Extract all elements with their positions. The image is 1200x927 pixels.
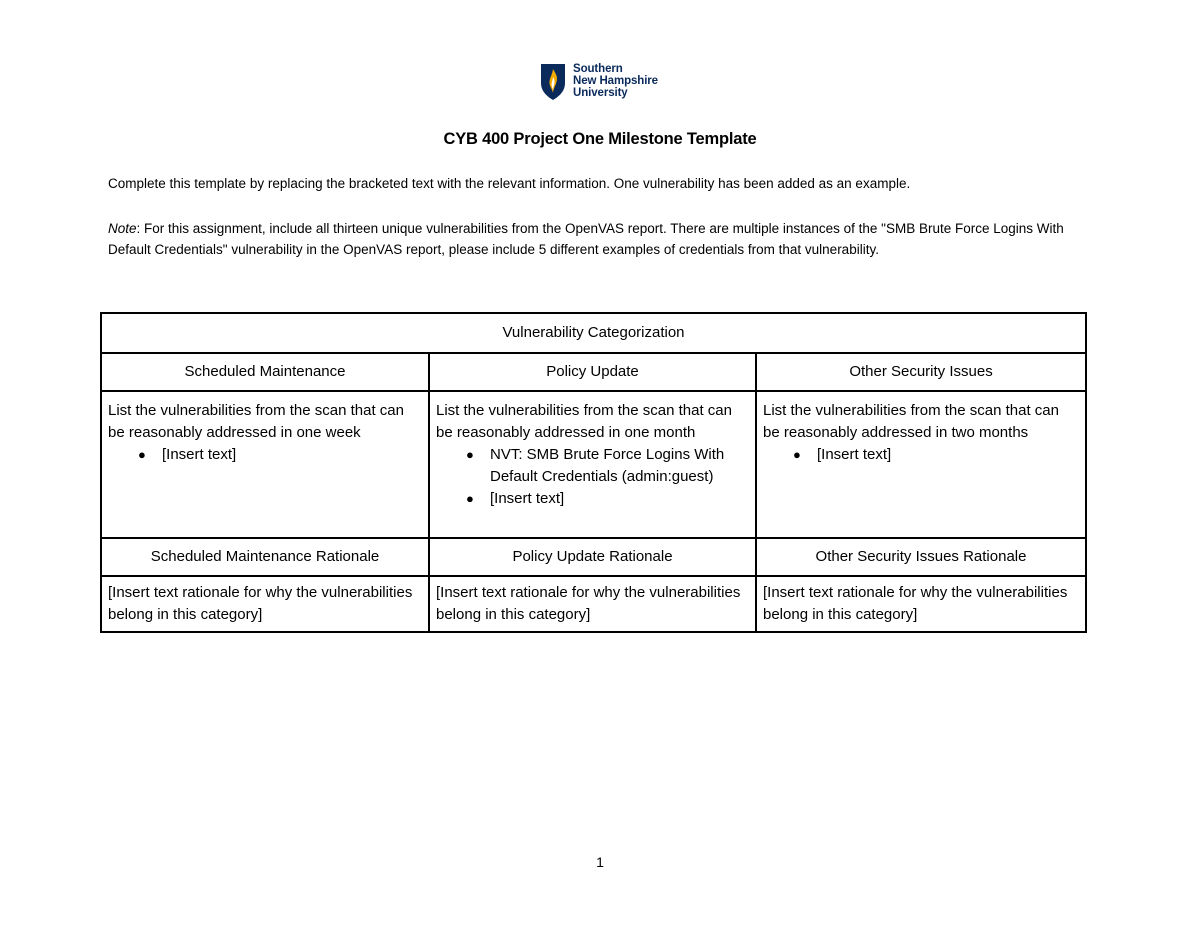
bullet-list	[763, 444, 1079, 466]
bullet-list	[436, 444, 749, 510]
note-text: : For this assignment, include all thirteen unique vulnerabilities from the OpenVAS report. There are multiple instances of the "SMB Brute Force Logins With Default Credentials" vulnerability in the OpenVAS report, please include 5 different examples of credentials from that vulnerability.	[108, 221, 1064, 257]
vulnerability-categorization-table	[100, 312, 1087, 633]
document-title: CYB 400 Project One Milestone Template	[443, 130, 757, 148]
header-other-security-issues-rationale: Other Security Issues Rationale	[756, 538, 1086, 576]
cell-policy-update	[429, 391, 756, 538]
intro-paragraph: Complete this template by replacing the bracketed text with the relevant information. One vulnerability has been added as an example.	[108, 176, 911, 191]
header-scheduled-maintenance: Scheduled Maintenance	[101, 353, 429, 391]
cell-other-security-issues-rationale: [Insert text rationale for why the vulnerabilities belong in this category]	[756, 576, 1086, 632]
table-title-row	[101, 313, 1086, 353]
note-paragraph	[108, 218, 1068, 260]
cell-other-security-issues	[756, 391, 1086, 538]
list-item: ● NVT: SMB Brute Force Logins With Default Credentials (admin:guest)	[490, 444, 749, 488]
list-item: ● [Insert text]	[162, 444, 422, 466]
category-body-row	[101, 391, 1086, 538]
page-number: 1	[596, 854, 604, 870]
logo-line-3: University	[573, 87, 628, 99]
snhu-wordmark	[573, 63, 658, 99]
bullet-list	[108, 444, 422, 466]
snhu-shield-icon	[540, 63, 566, 101]
cell-intro-text: List the vulnerabilities from the scan that can be reasonably addressed in one week	[108, 402, 404, 441]
snhu-logo	[540, 63, 680, 105]
table-title-cell: Vulnerability Categorization	[101, 313, 1086, 353]
rationale-header-row	[101, 538, 1086, 576]
header-policy-update-rationale: Policy Update Rationale	[429, 538, 756, 576]
cell-policy-update-rationale: [Insert text rationale for why the vulnerabilities belong in this category]	[429, 576, 756, 632]
header-scheduled-maintenance-rationale: Scheduled Maintenance Rationale	[101, 538, 429, 576]
rationale-body-row	[101, 576, 1086, 632]
logo-line-2: New Hampshire	[573, 75, 658, 87]
cell-intro-text: List the vulnerabilities from the scan that can be reasonably addressed in two months	[763, 402, 1059, 441]
logo-line-1: Southern	[573, 63, 623, 75]
cell-scheduled-maintenance	[101, 391, 429, 538]
list-item: ● [Insert text]	[817, 444, 1079, 466]
note-label: Note	[108, 221, 137, 236]
header-policy-update: Policy Update	[429, 353, 756, 391]
cell-intro-text: List the vulnerabilities from the scan that can be reasonably addressed in one month	[436, 402, 732, 441]
category-header-row	[101, 353, 1086, 391]
header-other-security-issues: Other Security Issues	[756, 353, 1086, 391]
list-item: ● [Insert text]	[490, 488, 749, 510]
cell-scheduled-maintenance-rationale: [Insert text rationale for why the vulnerabilities belong in this category]	[101, 576, 429, 632]
